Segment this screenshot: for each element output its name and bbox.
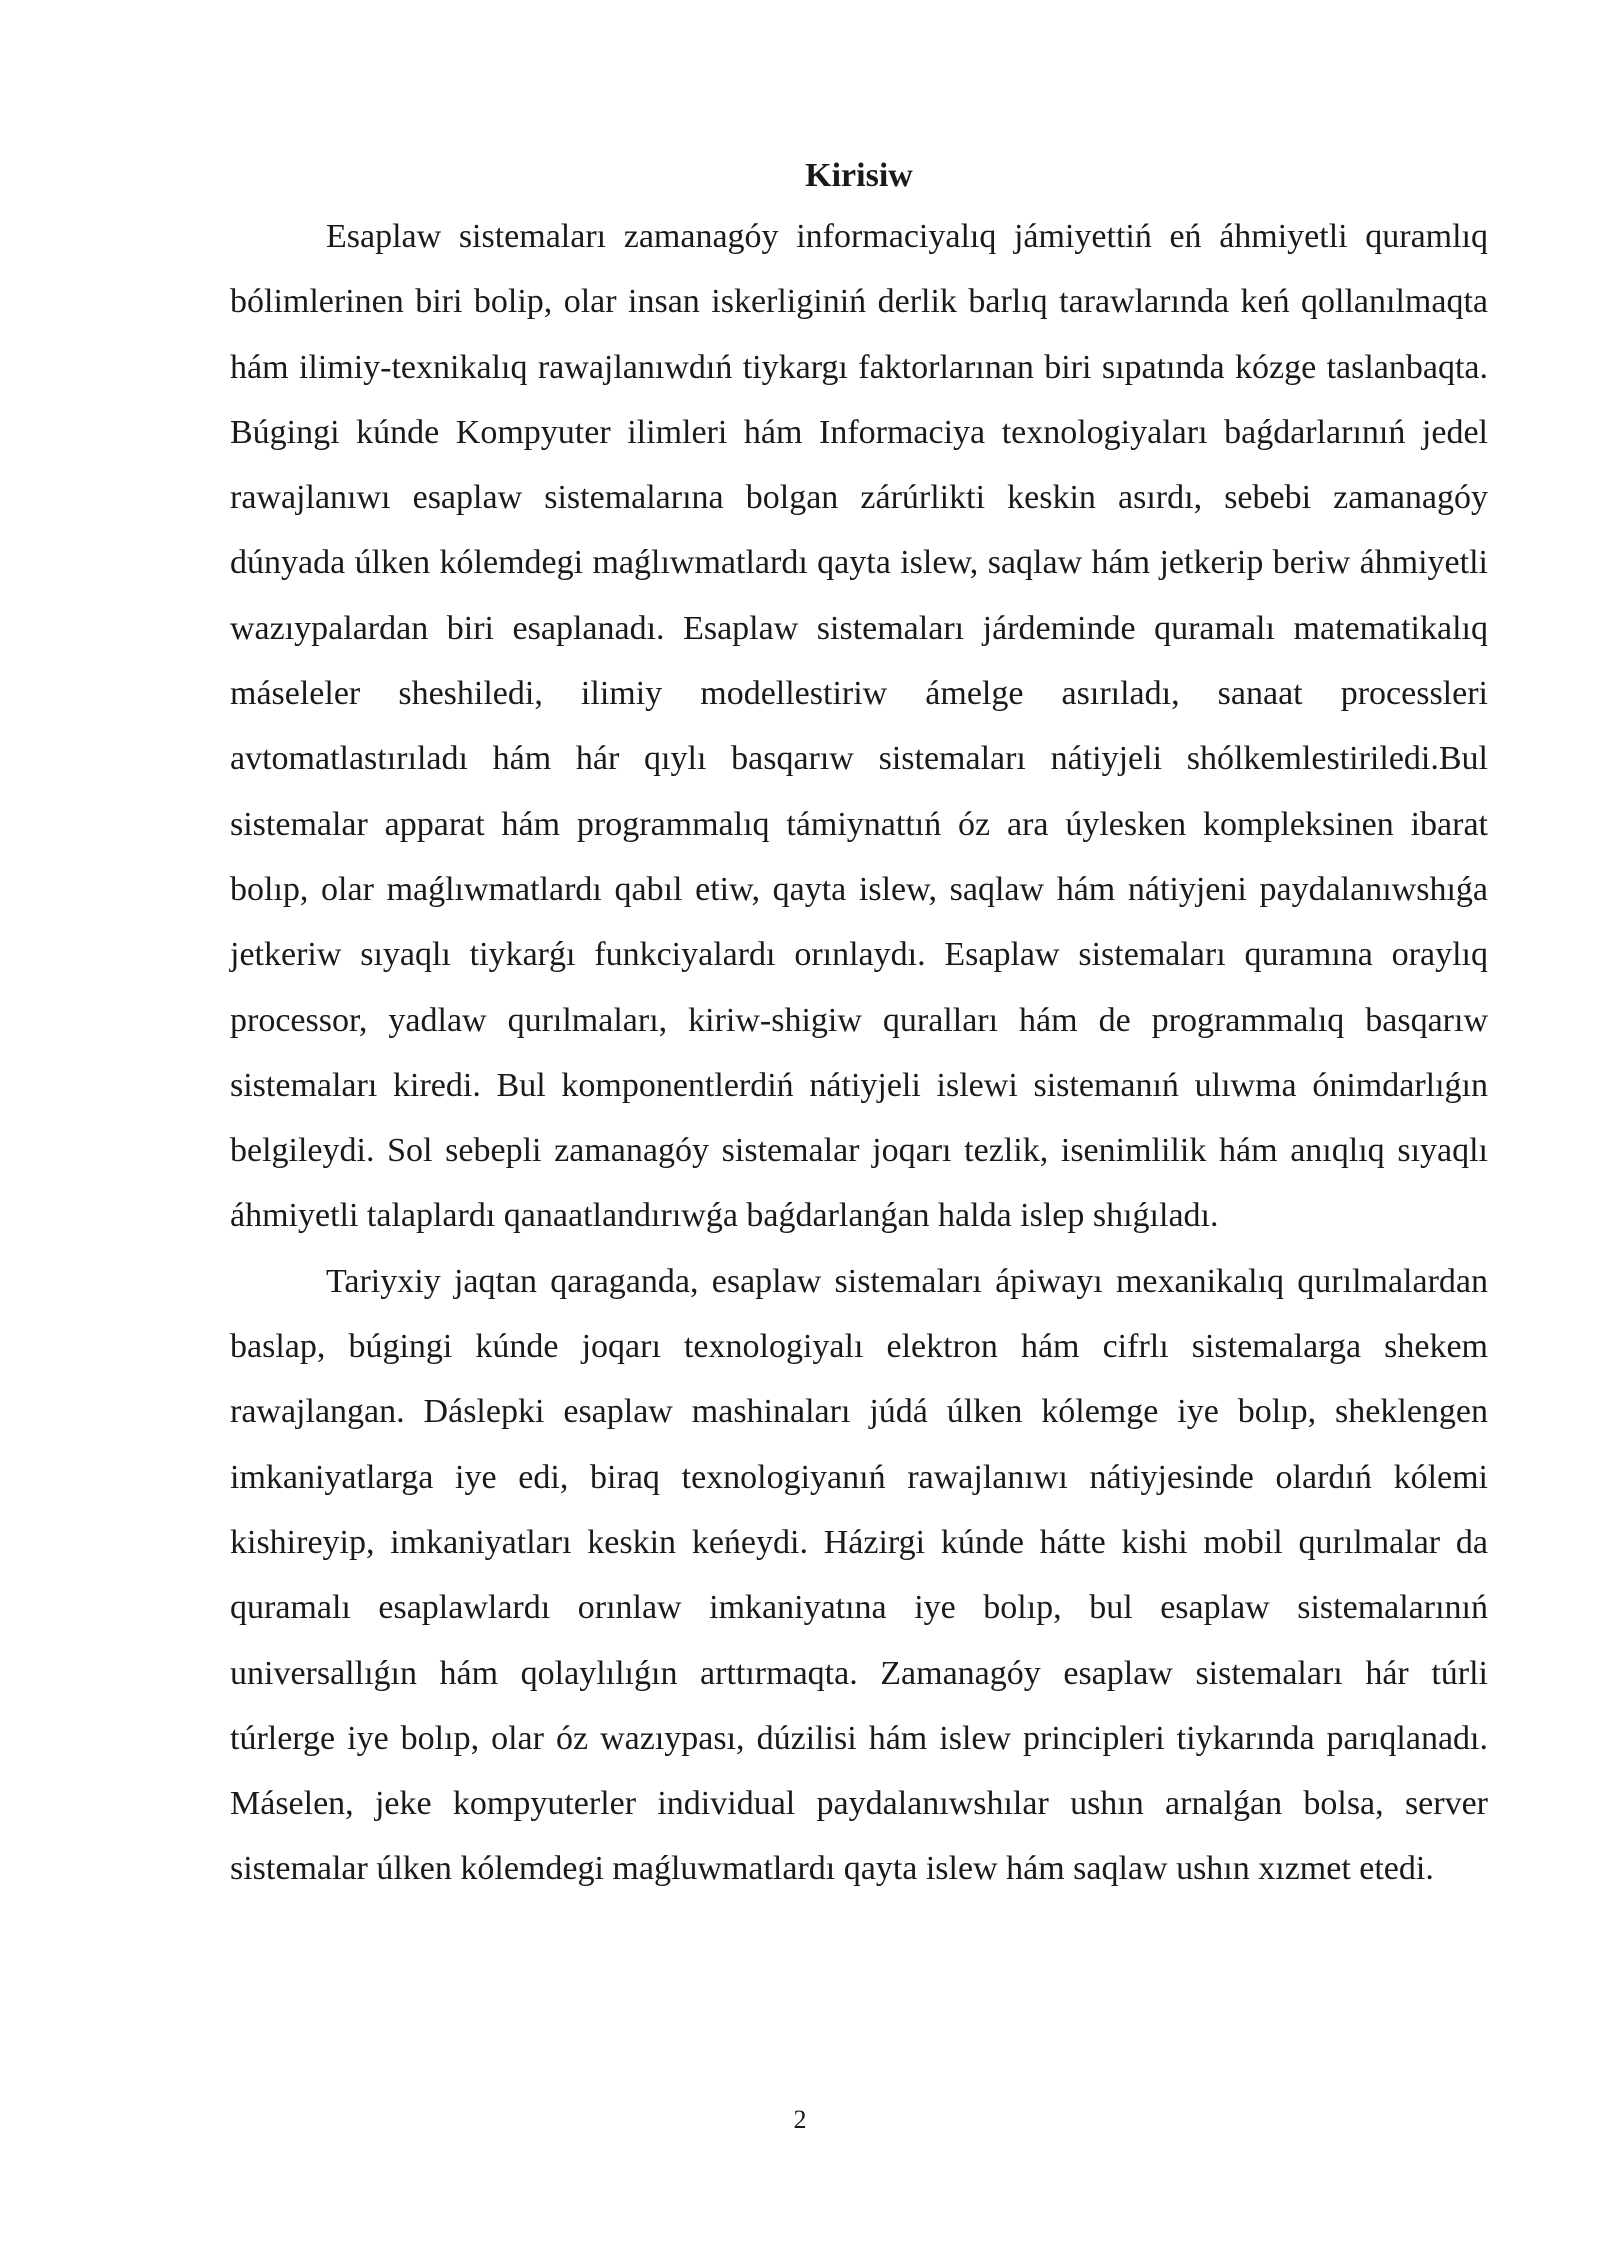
paragraph-1: Esaplaw sistemaları zamanagóy informaciyalıq jámiyettiń eń áhmiyetli quramlıq bólimlerinen biri bolip, olar insan iskerliginiń derlik barlıq tarawlarında keń qollanılmaqta hám ilimiy-texnikalıq rawajlanıwdıń tiykargı faktorlarınan biri sıpatında kózge taslanbaqta. Búgingi kúnde Kompyuter ilimleri hám Informaciya texnologiyaları baǵdarlarınıń jedel rawajlanıwı esaplaw sistemalarına bolgan zárúrlikti keskin asırdı, sebebi zamanagóy dúnyada úlken kólemdegi maǵlıwmatlardı qayta islew, saqlaw hám jetkerip beriw áhmiyetli wazıypalardan biri esaplanadı. Esaplaw sistemaları járdeminde quramalı matematikalıq máseleler sheshiledi, ilimiy modellestiriw ámelge asırıladı, sanaat processleri avtomatlastırıladı hám hár qıylı basqarıw sistemaları nátiyjeli shólkemlestiriledi.Bul sistemalar apparat hám programmalıq támiynattıń óz ara úylesken kompleksinen ibarat bolıp, olar maǵlıwmatlardı qabıl etiw, qayta islew, saqlaw hám nátiyjeni paydalanıwshıǵa jetkeriw sıyaqlı tiykarǵı funkciyalardı orınlaydı. Esaplaw sistemaları quramına oraylıq processor, yadlaw qurılmaları, kiriw-shigiw quralları hám de programmalıq basqarıw sistemaları kiredi. Bul komponentlerdiń nátiyjeli islewi sistemanıń ulıwma ónimdarlıǵın belgileydi. Sol sebepli zamanagóy sistemalar joqarı tezlik, isenimlilik hám anıqlıq sıyaqlı áhmiyetli talaplardı qanaatlandırıwǵa baǵdarlanǵan halda islep shıǵıladı.	[230, 218, 1488, 1235]
page-content	[230, 148, 1488, 1902]
paragraph-2: Tariyxiy jaqtan qaraganda, esaplaw sistemaları ápiwayı mexanikalıq qurılmalardan baslap, búgingi kúnde joqarı texnologiyalı elektron hám cifrlı sistemalarga shekem rawajlangan. Dáslepki esaplaw mashinaları júdá úlken kólemge iye bolıp, sheklengen imkaniyatlarga iye edi, biraq texnologiyanıń rawajlanıwı nátiyjesinde olardıń kólemi kishireyip, imkaniyatları keskin keńeydi. Házirgi kúnde hátte kishi mobil qurılmalar da quramalı esaplawlardı orınlaw imkaniyatına iye bolıp, bul esaplaw sistemalarınıń universallıǵın hám qolaylılıǵın arttırmaqta. Zamanagóy esaplaw sistemaları hár túrli túrlerge iye bolıp, olar óz wazıypası, dúzilisi hám islew principleri tiykarında parıqlanadı. Máselen, jeke kompyuterler individual paydalanıwshılar ushın arnalǵan bolsa, server sistemalar úlken kólemdegi maǵluwmatlardı qayta islew hám saqlaw ushın xızmet etedi.	[230, 1262, 1488, 1888]
page-number: 2	[793, 2105, 807, 2134]
page-title: Kirisiw	[805, 157, 913, 194]
